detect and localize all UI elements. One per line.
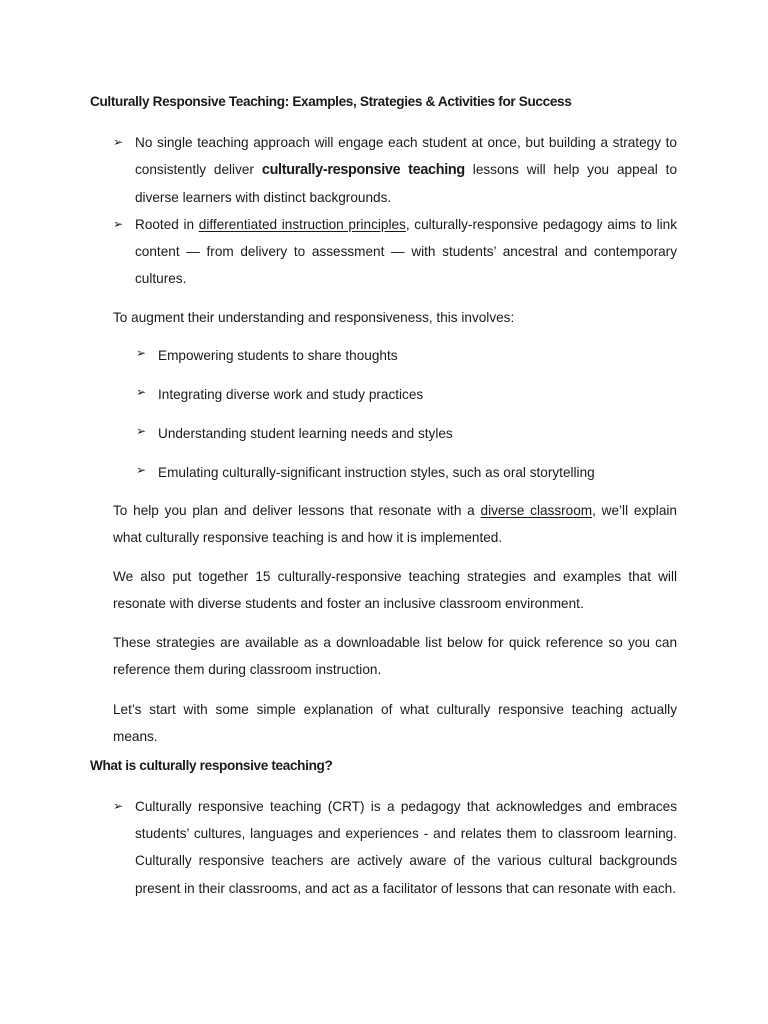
bullet-arrow-icon: ➢ xyxy=(136,424,147,438)
involves-item-text: Understanding student learning needs and styles xyxy=(158,426,453,441)
involves-item-text: Integrating diverse work and study practices xyxy=(158,387,424,402)
involves-item xyxy=(136,346,398,366)
augment-lead: To augment their understanding and responsiveness, this involves: xyxy=(113,310,515,325)
intro-text: No single teaching approach will engage each student at once, but building a strategy to consistently deliver xyxy=(135,135,677,178)
involves-item-text: Empowering students to share thoughts xyxy=(158,348,398,363)
strategies-paragraph: We also put together 15 culturally-responsive teaching strategies and examples that will resonate with diverse students and foster an inclusive classroom environment. xyxy=(113,569,677,612)
intro-text: lessons will help you appeal to diverse learners with distinct backgrounds. xyxy=(135,162,677,206)
involves-item xyxy=(136,385,424,405)
help-text: To help you plan and deliver lessons that resonate with a xyxy=(113,503,481,518)
document-title: Culturally Responsive Teaching: Examples, Strategies & Activities for Success xyxy=(90,94,572,109)
intro-bullet-1 xyxy=(113,129,677,212)
differentiated-instruction-link[interactable]: differentiated instruction principles xyxy=(198,217,406,232)
downloadable-paragraph: These strategies are available as a downloadable list below for quick reference so you can reference them during classroom instruction. xyxy=(113,635,677,678)
lets-start-paragraph: Let’s start with some simple explanation of what culturally responsive teaching actually means. xyxy=(113,702,677,745)
involves-item xyxy=(136,463,595,483)
involves-item-text: Emulating culturally-significant instruction styles, such as oral storytelling xyxy=(158,465,595,480)
crt-bullet xyxy=(113,793,677,902)
bullet-arrow-icon: ➢ xyxy=(113,135,124,149)
intro-text: Rooted in xyxy=(135,217,199,232)
bullet-arrow-icon: ➢ xyxy=(113,217,124,231)
intro-bullet-2 xyxy=(113,211,678,293)
bullet-arrow-icon: ➢ xyxy=(136,346,147,360)
help-text: , we’ll explain what culturally responsive teaching is and how it is implemented. xyxy=(113,503,677,546)
section-heading: What is culturally responsive teaching? xyxy=(90,758,333,773)
intro-text: , culturally-responsive pedagogy aims to link content — from delivery to assessment — with students’ ancestral and contemporary cultures. xyxy=(135,217,678,287)
bullet-arrow-icon: ➢ xyxy=(136,385,147,399)
bullet-arrow-icon: ➢ xyxy=(136,463,147,477)
bullet-arrow-icon: ➢ xyxy=(113,799,124,813)
help-paragraph xyxy=(113,497,677,551)
crt-text: Culturally responsive teaching (CRT) is a pedagogy that acknowledges and embraces students’ cultures, languages and experiences - and relates them to classroom learning. Culturally responsive teachers are actively aware of the various cultural backgrounds present in their classrooms, and act as a facilitator of lessons that can resonate with each. xyxy=(135,799,677,896)
diverse-classroom-link[interactable]: diverse classroom xyxy=(480,503,593,518)
bold-phrase: culturally-responsive teaching xyxy=(261,162,465,179)
involves-item xyxy=(136,424,453,444)
